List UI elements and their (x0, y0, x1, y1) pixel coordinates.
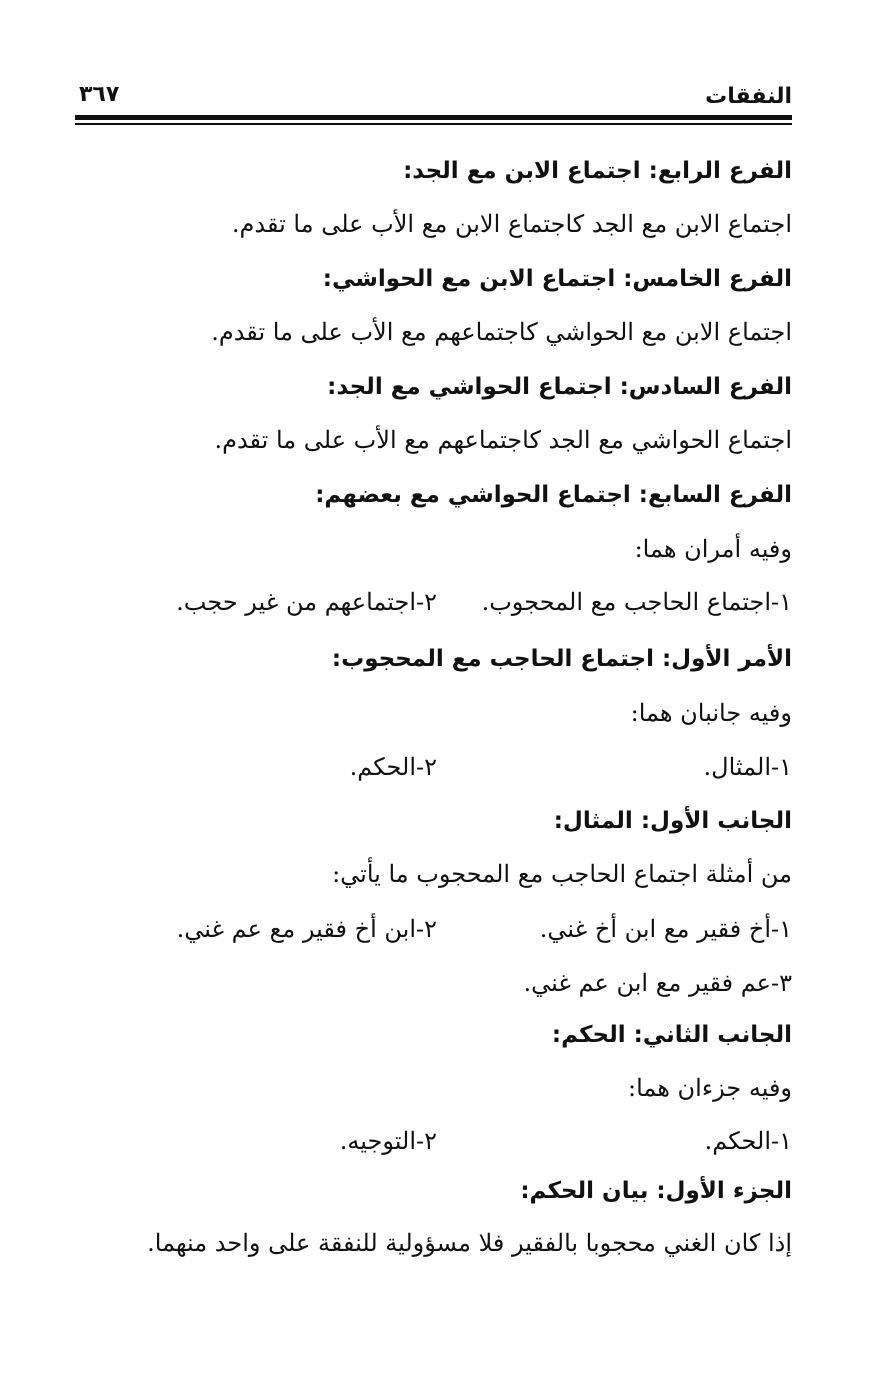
heading-branch-7: الفرع السابع: اجتماع الحواشي مع بعضهم: (315, 482, 792, 508)
paragraph-two-sides: وفيه جانبان هما: (630, 699, 792, 727)
paragraph-branch-4: اجتماع الابن مع الجد كاجتماع الابن مع الأب على ما تقدم. (231, 210, 792, 238)
paragraph-examples: من أمثلة اجتماع الحاجب مع المحجوب ما يأتي: (332, 860, 792, 888)
page-header (75, 82, 792, 114)
heading-branch-4: الفرع الرابع: اجتماع الابن مع الجد: (403, 158, 792, 184)
list-item-side-1: ١-المثال. (703, 753, 792, 781)
examples-list (152, 915, 792, 955)
paragraph-branch-5: اجتماع الابن مع الحواشي كاجتماعهم مع الأب على ما تقدم. (211, 318, 792, 346)
list-item-example-2: ٢-ابن أخ فقير مع عم غني. (176, 915, 437, 943)
heading-branch-6: الفرع السادس: اجتماع الحواشي مع الجد: (327, 374, 792, 400)
list-item-matter-2: ٢-اجتماعهم من غير حجب. (176, 588, 437, 616)
header-rule-thin (75, 123, 792, 125)
heading-side-2: الجانب الثاني: الحكم: (551, 1022, 792, 1048)
heading-branch-5: الفرع الخامس: اجتماع الابن مع الحواشي: (322, 266, 792, 292)
list-item-part-1: ١-الحكم. (704, 1127, 792, 1155)
list-item-example-3: ٣-عم فقير مع ابن عم غني. (523, 969, 792, 997)
paragraph-two-parts: وفيه جزءان هما: (627, 1074, 792, 1102)
paragraph-branch-6: اجتماع الحواشي مع الجد كاجتماعهم مع الأب على ما تقدم. (214, 426, 792, 454)
sides-list (152, 753, 792, 793)
list-item-side-2: ٢-الحكم. (349, 753, 437, 781)
list-item-example-1: ١-أخ فقير مع ابن أخ غني. (539, 915, 792, 943)
heading-part-1: الجزء الأول: بيان الحكم: (520, 1178, 792, 1204)
heading-side-1: الجانب الأول: المثال: (553, 808, 792, 834)
running-title: النفقات (705, 84, 792, 109)
page-number: ٣٦٧ (79, 82, 120, 107)
matters-list (152, 588, 792, 628)
list-item-matter-1: ١-اجتماع الحاجب مع المحجوب. (481, 588, 792, 616)
parts-list (152, 1127, 792, 1167)
list-item-part-2: ٢-التوجيه. (339, 1127, 437, 1155)
paragraph-ruling: إذا كان الغني محجوبا بالفقير فلا مسؤولية للنفقة على واحد منهما. (147, 1229, 792, 1257)
heading-matter-1: الأمر الأول: اجتماع الحاجب مع المحجوب: (331, 646, 792, 672)
header-rule-thick (75, 115, 792, 120)
paragraph-two-matters: وفيه أمران هما: (634, 535, 792, 563)
